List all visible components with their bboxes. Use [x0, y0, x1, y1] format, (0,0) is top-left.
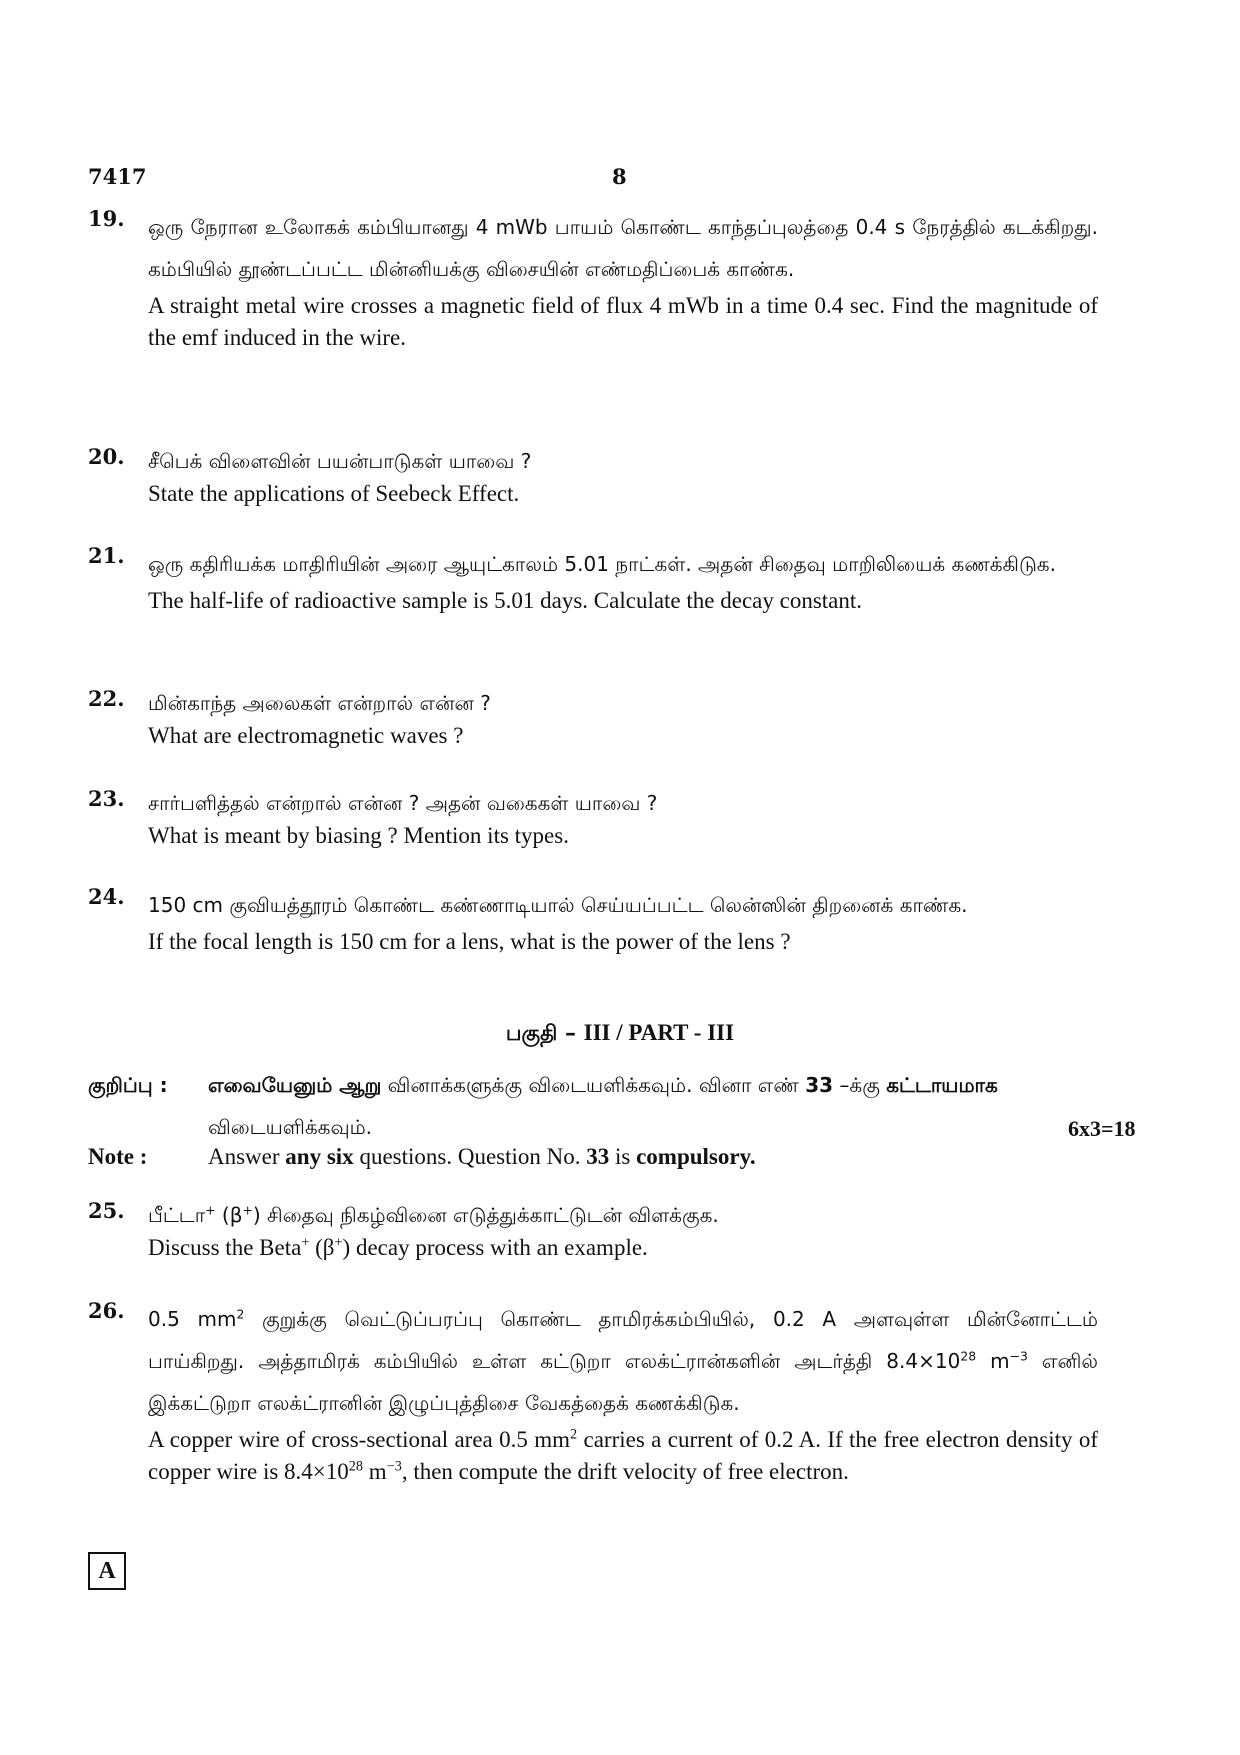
superscript: 2: [570, 1426, 578, 1443]
text-run: m: [363, 1459, 387, 1484]
question-text-tamil: ஒரு நேரான உலோகக் கம்பியானது 4 mWb பாயம் கொண்ட காந்தப்புலத்தை 0.4 s நேரத்தில் கடக்கிறது. கம்பியில் தூண்டப்பட்ட மின்னியக்கு விசையின் எண்மதிப்பைக் காண்க.: [148, 215, 1098, 281]
question-20: [88, 444, 1098, 510]
question-text-english: A straight metal wire crosses a magnetic field of flux 4 mWb in a time 0.4 sec. Find the magnitude of the emf induced in the wire.: [148, 293, 1098, 350]
question-number: 22.: [88, 686, 125, 711]
superscript: 2: [236, 1306, 245, 1322]
question-text-tamil: சீபெக் விளைவின் பயன்பாடுகள் யாவை ?: [148, 449, 532, 473]
question-24: [88, 884, 1098, 958]
superscript: +: [301, 1234, 310, 1251]
question-23: [88, 786, 1098, 852]
booklet-series-box: A: [88, 1552, 126, 1590]
note-tamil: [88, 1064, 1148, 1148]
text-run: A copper wire of cross-sectional area 0.5 mm: [148, 1427, 571, 1452]
note-body-tamil: [208, 1064, 1108, 1148]
note-text: questions. Question No.: [353, 1144, 587, 1169]
text-run: பீட்டா: [148, 1203, 206, 1227]
question-26: [88, 1298, 1098, 1488]
note-english: [88, 1144, 1148, 1170]
text-run: 0.5 mm: [148, 1307, 237, 1331]
part-heading-english: III / PART - III: [583, 1020, 735, 1045]
note-text: Answer: [208, 1144, 286, 1169]
question-number: 19.: [88, 206, 125, 231]
page-number: 8: [612, 164, 627, 189]
superscript: +: [205, 1202, 216, 1218]
note-emphasis: compulsory.: [636, 1144, 756, 1169]
question-number: 20.: [88, 444, 125, 469]
superscript: +: [334, 1234, 343, 1251]
question-number: 21.: [88, 543, 125, 568]
note-label-tamil: குறிப்பு :: [88, 1073, 168, 1097]
text-run: ) சிதைவு நிகழ்வினை எடுத்துக்காட்டுடன் விளக்குக.: [252, 1203, 719, 1227]
question-text-english: State the applications of Seebeck Effect.: [148, 481, 520, 506]
note-emphasis: கட்டாயமாக: [886, 1073, 998, 1097]
question-number: 24.: [88, 884, 125, 909]
text-run: carries a current of 0.2 A. If the free electron density of copper wire is 8.4×10: [148, 1427, 1098, 1484]
text-run: Discuss the Beta: [148, 1235, 302, 1260]
note-text: வினாக்களுக்கு விடையளிக்கவும். வினா எண்: [381, 1073, 806, 1097]
superscript: 28: [960, 1348, 977, 1364]
text-run: (β: [309, 1235, 335, 1260]
paper-code: 7417: [88, 164, 147, 189]
question-text-english: [148, 1424, 1098, 1488]
marks-allocation: 6x3=18: [1068, 1116, 1136, 1141]
superscript: −3: [386, 1458, 402, 1475]
part-heading: [0, 1020, 1240, 1048]
question-text-english: What is meant by biasing ? Mention its types.: [148, 823, 569, 848]
question-text-english: [148, 1232, 1098, 1264]
text-run: எனில் இக்கட்டுறா எலக்ட்ரானின் இழுப்புத்திசை வேகத்தைக் கணக்கிடுக.: [148, 1349, 1098, 1415]
text-run: (β: [215, 1203, 243, 1227]
question-text-tamil: சார்பளித்தல் என்றால் என்ன ? அதன் வகைகள் யாவை ?: [148, 791, 658, 815]
note-text: –க்கு: [833, 1073, 887, 1097]
question-number: 25.: [88, 1198, 125, 1223]
note-body-english: [208, 1144, 1148, 1170]
note-question-number: 33: [805, 1073, 834, 1097]
superscript: +: [242, 1202, 253, 1218]
question-text-english: The half-life of radioactive sample is 5.01 days. Calculate the decay constant.: [148, 588, 863, 613]
note-text: விடையளிக்கவும்.: [208, 1115, 373, 1139]
text-run: , then compute the drift velocity of free electron.: [401, 1459, 849, 1484]
superscript: 28: [348, 1458, 364, 1475]
text-run: ) decay process with an example.: [342, 1235, 648, 1260]
note-label-english: Note :: [88, 1144, 148, 1169]
question-number: 23.: [88, 786, 125, 811]
question-text-english: What are electromagnetic waves ?: [148, 723, 464, 748]
question-text-tamil: 150 cm குவியத்தூரம் கொண்ட கண்ணாடியால் செய்யப்பட்ட லென்ஸின் திறனைக் காண்க.: [148, 893, 968, 917]
note-emphasis: எவையேனும் ஆறு: [208, 1073, 382, 1097]
text-run: m: [976, 1349, 1010, 1373]
text-run: குறுக்கு வெட்டுப்பரப்பு கொண்ட தாமிரக்கம்பியில், 0.2 A அளவுள்ள மின்னோட்டம் பாய்கிறது. அத்தாமிரக் கம்பியில் உள்ள கட்டுறா எலக்ட்ரான்களின் அடர்த்தி 8.4×10: [148, 1307, 1098, 1373]
note-emphasis: any six: [285, 1144, 354, 1169]
superscript: −3: [1009, 1348, 1028, 1364]
question-22: [88, 686, 1098, 752]
question-21: [88, 543, 1098, 617]
question-19: [88, 206, 1098, 354]
note-text: is: [609, 1144, 637, 1169]
part-heading-separator: –: [557, 1020, 584, 1046]
question-text-tamil: மின்காந்த அலைகள் என்றால் என்ன ?: [148, 691, 491, 715]
question-text-tamil: [148, 1298, 1098, 1424]
part-heading-tamil: பகுதி: [505, 1021, 558, 1045]
note-question-number: 33: [586, 1144, 610, 1169]
question-number: 26.: [88, 1298, 125, 1323]
question-text-tamil: ஒரு கதிரியக்க மாதிரியின் அரை ஆயுட்காலம் 5.01 நாட்கள். அதன் சிதைவு மாறிலியைக் கணக்கிடுக.: [148, 552, 1056, 576]
question-25: [88, 1198, 1098, 1264]
question-text-english: If the focal length is 150 cm for a lens, what is the power of the lens ?: [148, 929, 791, 954]
question-text-tamil: [148, 1198, 1098, 1232]
